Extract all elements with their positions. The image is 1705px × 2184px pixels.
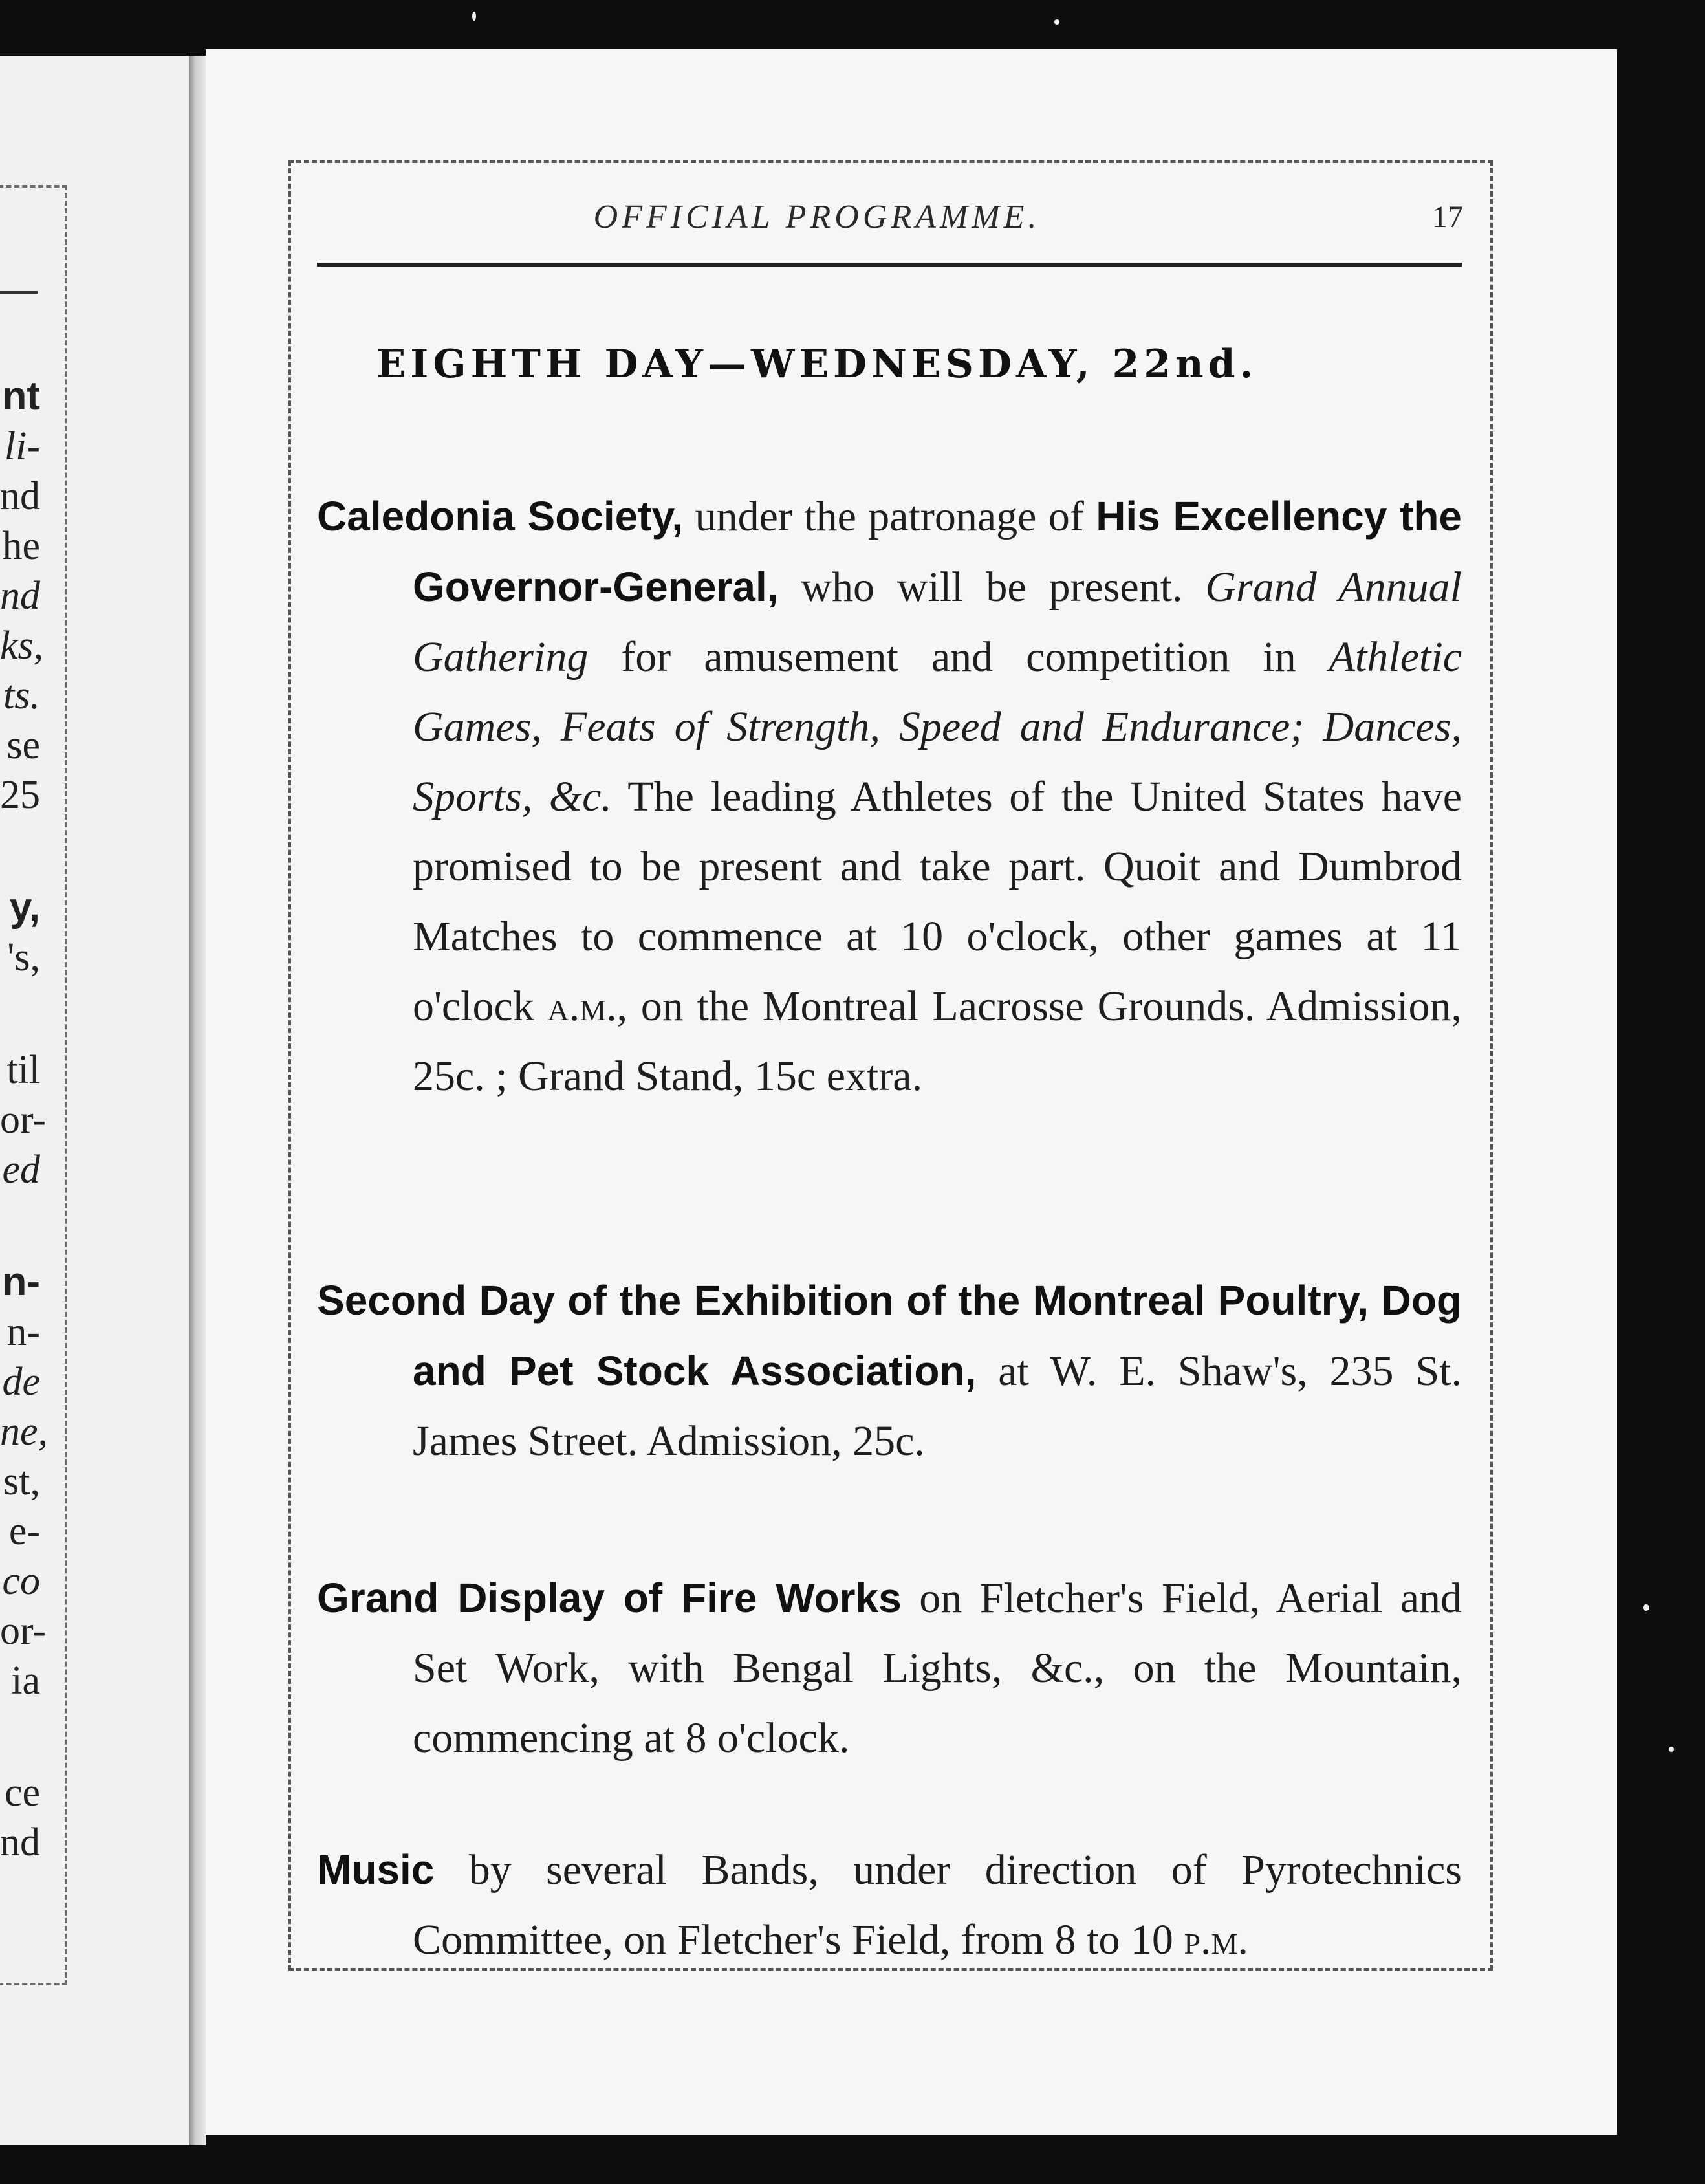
entry-text-segment: a.m. xyxy=(547,983,617,1030)
program-page xyxy=(206,49,1617,2135)
facing-page-fragment: n- xyxy=(6,1310,40,1354)
facing-page-fragment: ks, xyxy=(0,624,44,668)
facing-page-fragment: li- xyxy=(4,424,40,468)
entry-caledonia-society xyxy=(317,481,1462,1111)
facing-page-fragment: co xyxy=(2,1559,40,1603)
entry-poultry-exhibition xyxy=(317,1265,1462,1476)
day-title: EIGHTH DAY—WEDNESDAY, 22nd. xyxy=(376,342,1258,387)
facing-page-fragment: or- xyxy=(0,1098,47,1142)
entry-text-segment: His Excellency the Governor-General, xyxy=(413,493,1462,610)
facing-page-fragment: 's, xyxy=(7,935,40,979)
scan-speck xyxy=(472,12,476,21)
entry-text-segment: Grand Annual Gathering xyxy=(413,563,1462,681)
scan-speck xyxy=(1054,19,1059,25)
entry-text-segment: The leading Athletes of the United States have promised to be present and take part. Quoit and Dumbrod Matches to commence at 10 o'clock, other games at 11 o'clock xyxy=(413,773,1462,1030)
facing-page-fragment: nd xyxy=(0,1820,40,1864)
facing-page xyxy=(0,56,189,2145)
entry-text-segment: p.m. xyxy=(1184,1916,1248,1963)
entry-text-segment: Second Day of the Exhibition of the Montreal Poultry, Dog and Pet Stock Association, xyxy=(317,1277,1462,1394)
facing-page-fragment: ts. xyxy=(3,673,40,717)
facing-page-fragment: or- xyxy=(0,1609,47,1653)
entry-fire-works xyxy=(317,1563,1462,1773)
scan-speck xyxy=(1643,1604,1649,1611)
scan-speck xyxy=(1669,1747,1674,1752)
entry-text-segment: , on the Montreal Lacrosse Grounds. Admission, 25c. ; Grand Stand, 15c extra. xyxy=(413,983,1462,1100)
entry-text-segment: on Fletcher's Field, Aerial and Set Work, with Bengal Lights, &c., on the Mountain, commencing at 8 o'clock. xyxy=(413,1575,1462,1762)
entry-text-segment: under the patronage of xyxy=(683,493,1096,540)
facing-page-fragment: til xyxy=(6,1048,40,1092)
facing-page-fragment: ed xyxy=(2,1148,40,1192)
entry-text-segment: at W. E. Shaw's, 235 St. James Street. Admission, 25c. xyxy=(413,1348,1462,1465)
facing-page-fragment: nd xyxy=(0,574,40,618)
facing-page-fragment: ia xyxy=(11,1659,40,1703)
entry-text-segment: who will be present. xyxy=(778,563,1206,611)
facing-page-fragment: ne, xyxy=(0,1410,49,1454)
facing-page-fragment: 25 xyxy=(0,773,40,817)
facing-page-fragment: e- xyxy=(8,1509,40,1553)
entry-text-segment: Grand Display of Fire Works xyxy=(317,1575,902,1621)
book-gutter xyxy=(189,56,206,2145)
entry-text-segment: Caledonia Society, xyxy=(317,493,684,540)
entry-music xyxy=(317,1835,1462,1975)
facing-page-fragment: nd xyxy=(0,474,40,518)
running-head: OFFICIAL PROGRAMME. xyxy=(593,199,1041,235)
facing-page-fragment: st, xyxy=(3,1459,40,1503)
facing-page-fragment: de xyxy=(2,1360,40,1404)
facing-page-fragment: ce xyxy=(4,1771,40,1815)
facing-page-fragment: he xyxy=(2,524,40,568)
facing-page-fragment: nt xyxy=(2,374,40,419)
entry-text-segment: by several Bands, under direction of Pyrotechnics Committee, on Fletcher's Field, from 8 to 10 xyxy=(413,1846,1462,1963)
entry-text-segment: Athletic Games, Feats of Strength, Speed and Endurance; Dances, Sports, &c. xyxy=(413,633,1462,820)
page-number: 17 xyxy=(1432,200,1463,234)
header-rule xyxy=(317,263,1462,267)
facing-page-fragment: y, xyxy=(9,885,40,930)
facing-page-fragment: n- xyxy=(2,1260,40,1304)
entry-text-segment: Music xyxy=(317,1846,435,1893)
entry-text-segment: for amusement and competition in xyxy=(588,633,1329,681)
facing-page-rule xyxy=(0,291,38,294)
facing-page-fragment: se xyxy=(6,723,40,767)
